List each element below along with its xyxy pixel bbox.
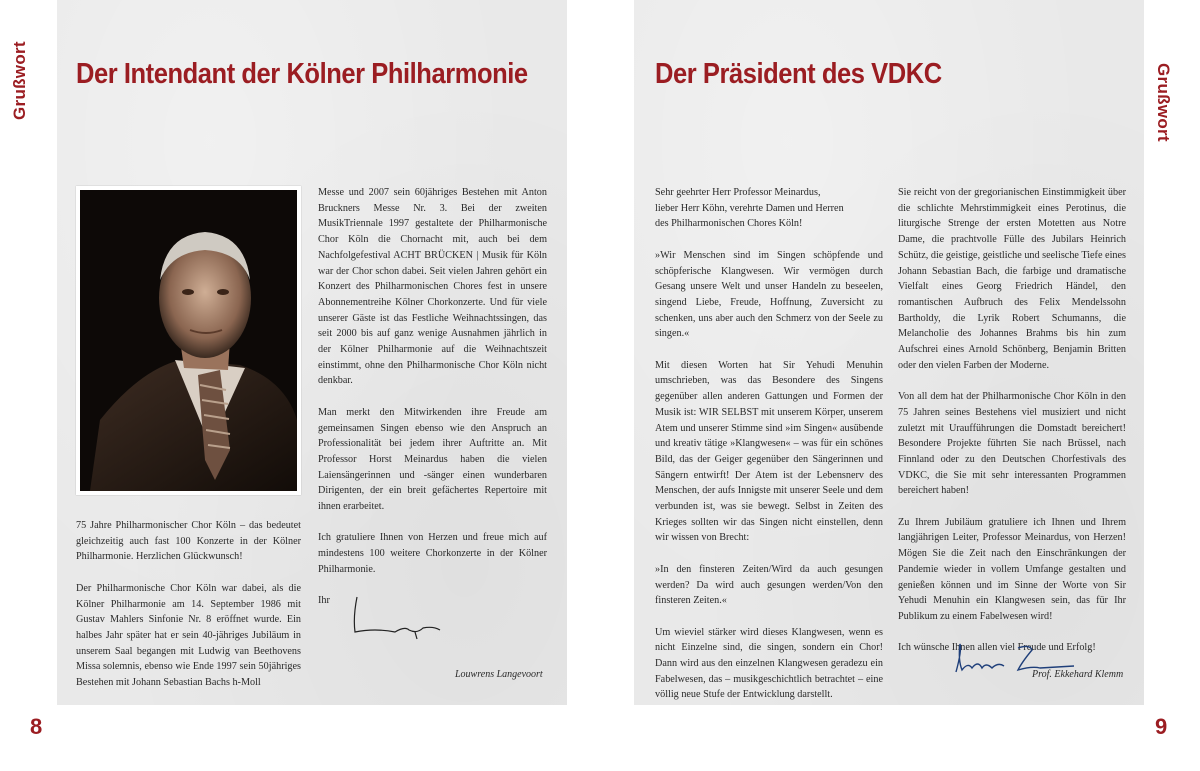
paragraph: Messe und 2007 sein 60jähriges Bestehen mit Anton Bruckners Messe Nr. 3. Bei der zweiten MusikTriennale 1997 gestaltete der Philharmonische Chor Köln die Chornacht mit, auch bei dem Nachfolgefestival ACHT BRÜCKEN | Musik für Köln war der Chor schon dabei. Seit vielen Jahren gehört ein Konzert des Philharmonischen Chores fest in unsere Abonnementreihe Kölner Chorkonzerte. Und für viele unserer Gäste ist das Festliche Weihnachtssingen, das seit 2000 bis auf ganz wenige Ausnahmen jährlich in der Kölner Philharmonie auf die Weihnachtszeit einstimmt, ohne den Philharmonische Chor Köln nicht denkbar.	[318, 187, 547, 387]
portrait-image	[80, 190, 297, 491]
paragraph: Sie reicht von der gregorianischen Einstimmigkeit über die schlichte Mehrstimmigkeit eines Perotinus, die liturgische Strenge der ersten Motetten aus Notre Dame, die prachtvolle Fülle des Jubilars Heinrich Schütz, die geistige, geistliche und seelische Tiefe eines Johann Sebastian Bach, die farbige und dramatische Vielfalt eines Georg Friedrich Händel, den romantischen Aufbruch des Felix Mendelssohn Bartholdy, die Lyrik Robert Schumanns, die Melancholie des Johannes Brahms bis hin zum Aufschrei eines Arnold Schönberg, Benjamin Britten oder den vielen Farben der Moderne.	[898, 187, 1126, 371]
paragraph: 75 Jahre Philharmonischer Chor Köln – das bedeutet gleichzeitig auch fast 100 Konzerte in der Kölner Philharmonie. Herzlichen Glückwunsch!	[76, 520, 301, 563]
paragraph: »Wir Menschen sind im Singen schöpfende und schöpferische Klangwesen. Wir vermögen durch Gesang unsere Welt und unser Handeln zu beseelen, singend Liebe, Freude, Hoffnung, Zuversicht zu schenken, uns aber auch den Schmerz von der Seele zu singen.«	[655, 249, 883, 340]
paragraph: Ich wünsche Ihnen allen viel Freude und Erfolg!	[898, 642, 1096, 654]
paragraph: Von all dem hat der Philharmonische Chor Köln in den 75 Jahren seines Bestehens viel musiziert und nicht zuletzt mit Uraufführungen die Domstadt bereichert! Besondere Projekte führten Sie nach Brüssel, nach Finnland oder zu den Deutschen Chorfestivals des VDKC, die Sie mit sehr interessanten Programmen bereichert haben!	[898, 391, 1126, 497]
right-column-2	[898, 185, 1126, 672]
page-number-right: 9	[1155, 714, 1168, 739]
signature-name-langevoort: Louwrens Langevoort	[455, 669, 543, 680]
side-label-left: Grußwort	[10, 41, 29, 120]
right-column-1	[655, 185, 883, 719]
paragraph: Mit diesen Worten hat Sir Yehudi Menuhin umschrieben, was das Besondere des Singens gegenüber allen anderen Gattungen und Formen der Musik ist: WIR SELBST mit unserem Körper, unserem Atem und unserer Stimme sind »im Singen« ausübende und kreativ tätige »Klangwesen« – was für ein schönes Bild, das der Geiger gegenüber den Sängerinnen und Sängern entwirft! Der Atem ist der Lebensnerv des Menschen, der aufs Innigste mit unserer Seele und dem verbunden ist, was sie bewegt. Selbst in Zeiten des Krieges sollten wir das Singen nicht einstellen, denn wir wissen von Brecht:	[655, 359, 883, 544]
salutation: Sehr geehrter Herr Professor Meinardus, lieber Herr Köhn, verehrte Damen und Herren des Philharmonischen Chores Köln!	[655, 187, 844, 230]
page-number-left: 8	[30, 714, 43, 739]
paragraph: Zu Ihrem Jubiläum gratuliere ich Ihnen und Ihrem langjährigen Leiter, Professor Meinardus, von Herzen! Mögen Sie die Zeit nach den Einschränkungen der Pandemie wieder in vollem Umfange gestalten und genießen können und im Sinne der Worte von Sir Yehudi Menuhin ein Klangwesen sein, das für Ihr Publikum zu einem Fabelwesen wird!	[898, 516, 1126, 622]
paragraph: Der Philharmonische Chor Köln war dabei, als die Kölner Philharmonie am 14. September 1986 mit Gustav Mahlers Sinfonie Nr. 8 eröffnet wurde. Ein halbes Jahr später hat er sein 40-jähriges Jubiläum in unserem Saal begangen mit Ludwig van Beethovens Missa solemnis, ebenso wie Ende 1997 sein 50jähriges Bestehen mit Johann Sebastian Bachs h-Moll	[76, 582, 301, 689]
portrait-illustration	[80, 190, 297, 491]
signature-name-klemm: Prof. Ekkehard Klemm	[1032, 669, 1124, 680]
paragraph: Um wieviel stärker wird dieses Klangwesen, wenn es nicht Einzelne sind, die singen, sondern ein Chor! Dann wird aus den einzelnen Klangwesen geradezu ein Fabelwesen, das – musikgeschichtlich betrachtet – eine völlig neue Stufe der Entwicklung darstellt.	[655, 626, 883, 701]
paragraph: Ich gratuliere Ihnen von Herzen und freue mich auf mindestens 100 weitere Chorkonzerte in der Kölner Philharmonie.	[318, 532, 547, 575]
paragraph: Man merkt den Mitwirkenden ihre Freude am gemeinsamen Singen ebenso wie den Anspruch an Professionalität bei jedem ihrer Auftritte an. Mit Professor Horst Meinardus haben die vielen Laiensängerinnen und -sänger einen wunderbaren Dirigenten, der ein breit gefächertes Repertoire mit ihnen erarbeitet.	[318, 406, 547, 513]
heading-praesident: Der Präsident des VDKC	[655, 58, 942, 90]
signature-langevoort	[345, 592, 445, 642]
closing: Ihr	[318, 595, 330, 607]
left-column-1	[76, 518, 301, 706]
portrait-photo	[76, 186, 301, 495]
side-label-right: Grußwort	[1154, 63, 1173, 142]
paragraph: »In den finsteren Zeiten/Wird da auch gesungen werden? Da wird auch gesungen werden/Von den finsteren Zeiten.«	[655, 563, 883, 607]
left-column-2	[318, 185, 547, 625]
heading-intendant: Der Intendant der Kölner Philharmonie	[76, 58, 528, 90]
